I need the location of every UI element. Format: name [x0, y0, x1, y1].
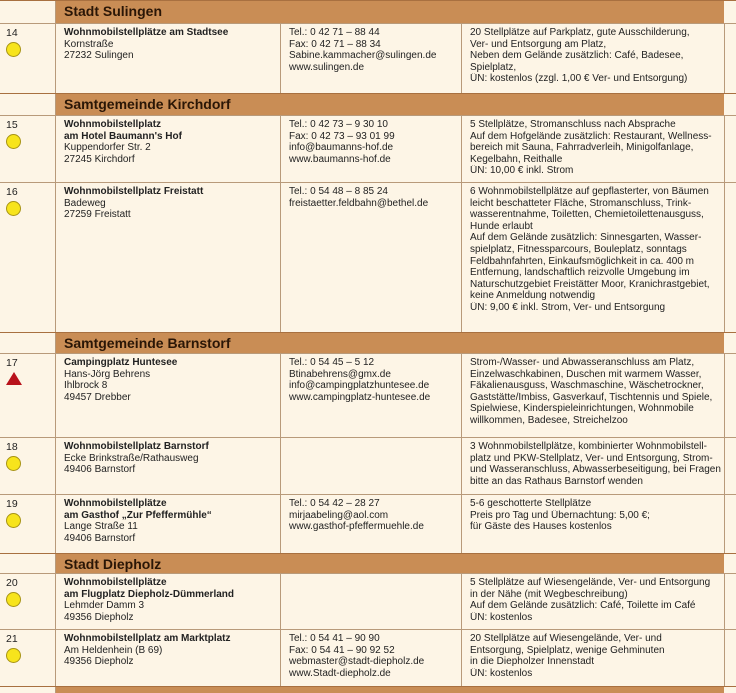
contact-text	[289, 498, 459, 533]
description-line: Spielplatz,	[470, 61, 517, 73]
location-name: Wohnmobilstellplätze	[64, 498, 167, 509]
description-line: 3 Wohnmobilstellplätze, kombinierter Wohnmobilstell-	[470, 441, 707, 452]
location-cell	[56, 438, 281, 494]
description-line: 5 Stellplätze auf Wiesengelände, Ver- und Entsorgung	[470, 577, 711, 588]
location-address: Lehmder Damm 3	[64, 600, 145, 612]
description-line: Kegelbahn, Reithalle	[470, 153, 563, 165]
location-name: Wohnmobilstellplatz Barnstorf	[64, 441, 209, 452]
description-line: ÜN: 10,00 € inkl. Strom	[470, 165, 574, 177]
contact-phone: Tel.: 0 54 42 – 28 27	[289, 498, 380, 509]
location-address: 49356 Diepholz	[64, 656, 134, 668]
description-line: ÜN: 9,00 € inkl. Strom, Ver- und Entsorgung	[470, 301, 666, 313]
yellow-circle-icon	[6, 648, 21, 663]
location-address: Lange Straße 11	[64, 521, 138, 533]
yellow-circle-icon	[6, 42, 21, 57]
entry-number: 17	[6, 357, 18, 369]
contact-cell	[281, 630, 462, 686]
description-line: Einzelwaschkabinen, Duschen mit warmem Wasser,	[470, 368, 702, 380]
description-line: für Gäste des Hauses kostenlos	[470, 521, 612, 533]
description-cell	[462, 495, 725, 553]
description-line: ÜN: kostenlos (zzgl. 1,00 € Ver- und Entsorgung)	[470, 73, 688, 85]
description-text	[470, 633, 722, 679]
description-line: bereich mit Sauna, Fahrradverleih, Minigolfanlage,	[470, 142, 694, 154]
contact-link[interactable]: Btinabehrens@gmx.de	[289, 368, 391, 380]
location-cell	[56, 574, 281, 629]
description-line: Entfernung, landschaftlich reizvolle Umgebung im	[470, 267, 690, 279]
section-title: Samtgemeinde Kirchdorf	[64, 96, 231, 112]
entry-number-cell	[0, 24, 56, 93]
location-address: 49406 Barnstorf	[64, 532, 136, 544]
contact-phone: Fax: 0 42 71 – 88 34	[289, 38, 381, 50]
entry-number-cell	[0, 183, 56, 332]
location-text	[64, 441, 278, 476]
location-text	[64, 577, 278, 623]
location-name: am Gasthof „Zur Pfeffermühle“	[64, 509, 212, 521]
entry-number: 18	[6, 441, 18, 453]
entry-number-cell	[0, 630, 56, 686]
location-text	[64, 357, 278, 403]
description-line: und Wasseranschluss, Abwasserbeseitigung, bei Fragen	[470, 464, 721, 476]
location-text	[64, 186, 278, 221]
location-cell	[56, 630, 281, 686]
entry-number-cell	[0, 116, 56, 182]
location-name: Wohnmobilstellplatz	[64, 119, 162, 130]
location-address: Kuppendorfer Str. 2	[64, 142, 151, 154]
entry-number-cell	[0, 438, 56, 494]
contact-link[interactable]: info@baumanns-hof.de	[289, 142, 394, 154]
contact-phone: Fax: 0 54 41 – 90 92 52	[289, 644, 395, 656]
contact-link[interactable]: www.baumanns-hof.de	[289, 153, 391, 165]
location-text	[64, 633, 278, 668]
table-row	[0, 629, 736, 686]
description-text	[470, 357, 722, 427]
contact-cell	[281, 24, 462, 93]
location-address: 27245 Kirchdorf	[64, 153, 135, 165]
location-address: 27232 Sulingen	[64, 50, 134, 62]
description-line: Auf dem Hofgelände zusätzlich: Restaurant, Wellness-	[470, 130, 712, 142]
description-line: willkommen, Badesee, Streichelzoo	[470, 414, 628, 426]
contact-phone: Fax: 0 42 73 – 93 01 99	[289, 130, 395, 142]
table-row	[0, 437, 736, 494]
section-header	[0, 0, 736, 24]
contact-phone: Tel.: 0 42 71 – 88 44	[289, 27, 380, 38]
description-line: Auf dem Gelände zusätzlich: Café, Toilette im Café	[470, 600, 696, 612]
description-cell	[462, 354, 725, 437]
yellow-circle-icon	[6, 513, 21, 528]
entry-number-cell	[0, 574, 56, 629]
description-line: Spielwiese, Kinderspieleinrichtungen, Wohnmobile	[470, 403, 694, 415]
location-text	[64, 119, 278, 165]
contact-phone: Tel.: 0 54 45 – 5 12	[289, 357, 375, 368]
entry-number-cell	[0, 495, 56, 553]
contact-phone: Tel.: 0 54 48 – 8 85 24	[289, 186, 388, 197]
description-line: Neben dem Gelände zusätzlich: Café, Badesee,	[470, 50, 684, 62]
entry-number: 14	[6, 27, 18, 39]
contact-link[interactable]: www.campingplatz-huntesee.de	[289, 391, 431, 403]
table-row	[0, 353, 736, 437]
description-line: in die Diepholzer Innenstadt	[470, 656, 594, 668]
entry-number: 19	[6, 498, 18, 510]
contact-text	[289, 633, 459, 679]
description-text	[470, 441, 722, 487]
description-line: 5 Stellplätze, Stromanschluss nach Absprache	[470, 119, 676, 130]
description-line: 20 Stellplätze auf Wiesengelände, Ver- und	[470, 633, 662, 644]
section-header	[0, 332, 736, 354]
contact-link[interactable]: Sabine.kammacher@sulingen.de	[289, 50, 437, 62]
contact-link[interactable]: webmaster@stadt-diepholz.de	[289, 656, 425, 668]
description-line: bitte an das Rathaus Barnstorf wenden	[470, 475, 643, 487]
entry-number: 16	[6, 186, 18, 198]
contact-link[interactable]: mirjaabeling@aol.com	[289, 509, 389, 521]
table-row	[0, 494, 736, 553]
description-text	[470, 498, 722, 533]
description-text	[470, 577, 722, 623]
description-line: Gaststätte/Imbiss, Gasverkauf, Tischtennis und Spiele,	[470, 391, 713, 403]
location-name: Wohnmobilstellplatz Freistatt	[64, 186, 204, 197]
description-cell	[462, 116, 725, 182]
description-line: wasserentnahme, Toiletten, Chemietoilettenausguss,	[470, 209, 704, 221]
location-cell	[56, 495, 281, 553]
yellow-circle-icon	[6, 134, 21, 149]
location-cell	[56, 183, 281, 332]
entry-number-cell	[0, 354, 56, 437]
description-cell	[462, 438, 725, 494]
table-row	[0, 115, 736, 182]
location-address: 49356 Diepholz	[64, 611, 134, 623]
yellow-circle-icon	[6, 456, 21, 471]
description-line: leicht beschatteter Fläche, Stromanschluss, Trink-	[470, 197, 692, 209]
contact-cell	[281, 116, 462, 182]
description-line: keine Anmeldung notwendig	[470, 290, 596, 302]
contact-cell	[281, 438, 462, 494]
section-header	[0, 93, 736, 116]
location-address: Am Heldenhein (B 69)	[64, 644, 163, 656]
description-cell	[462, 24, 725, 93]
contact-cell	[281, 574, 462, 629]
contact-link[interactable]: www.Stadt-diepholz.de	[289, 667, 391, 679]
description-line: Hunde erlaubt	[470, 220, 533, 232]
section-header	[0, 553, 736, 574]
description-line: 20 Stellplätze auf Parkplatz, gute Ausschilderung,	[470, 27, 690, 38]
description-line: Fäkalienausguss, Waschmaschine, Wäschetrockner,	[470, 380, 704, 392]
location-cell	[56, 354, 281, 437]
description-cell	[462, 183, 725, 332]
description-line: Preis pro Tag und Übernachtung: 5,00 €;	[470, 509, 650, 521]
contact-text	[289, 357, 459, 403]
section-header-partial	[0, 686, 736, 693]
location-name: Campingplatz Huntesee	[64, 357, 178, 368]
section-title: Stadt Diepholz	[64, 556, 162, 572]
location-address: Badeweg	[64, 197, 106, 209]
section-title: Samtgemeinde Barnstorf	[64, 335, 231, 351]
contact-text	[289, 186, 459, 209]
description-text	[470, 186, 722, 314]
table-row	[0, 23, 736, 93]
location-address: Kornstraße	[64, 38, 114, 50]
description-line: Naturschutzgebiet Freistätter Moor, Kranichrastgebiet,	[470, 278, 710, 290]
location-address: Ihlbrock 8	[64, 380, 108, 392]
description-line: spielplatz, Fitnessparcours, Bouleplatz, sonntags	[470, 243, 687, 255]
description-line: ÜN: kostenlos	[470, 667, 533, 679]
description-line: platz und PKW-Stellplatz, Ver- und Entsorgung, Strom-	[470, 452, 713, 464]
location-text	[64, 27, 278, 62]
red-triangle-icon	[6, 372, 22, 385]
location-cell	[56, 24, 281, 93]
location-name: am Hotel Baumann's Hof	[64, 130, 182, 142]
section-title: Stadt Sulingen	[64, 3, 162, 19]
location-address: 27259 Freistatt	[64, 209, 131, 221]
location-name: Wohnmobilstellplätze	[64, 577, 167, 588]
contact-phone: Tel.: 0 54 41 – 90 90	[289, 633, 380, 644]
description-line: Strom-/Wasser- und Abwasseranschluss am Platz,	[470, 357, 695, 368]
description-line: Feldbahnfahrten, Einkaufsmöglichkeit in ca. 400 m	[470, 255, 695, 267]
location-address: 49406 Barnstorf	[64, 464, 136, 476]
description-line: in der Nähe (mit Wegbeschreibung)	[470, 588, 628, 600]
description-text	[470, 119, 722, 177]
location-name: Wohnmobilstellplatz am Marktplatz	[64, 633, 231, 644]
contact-cell	[281, 354, 462, 437]
description-line: Entsorgung, Spielplatz, wenige Gehminuten	[470, 644, 665, 656]
contact-link[interactable]: www.sulingen.de	[289, 61, 365, 73]
location-address: Hans-Jörg Behrens	[64, 368, 151, 380]
contact-link[interactable]: freistaetter.feldbahn@bethel.de	[289, 197, 429, 209]
description-line: 6 Wohnmobilstellplätze auf gepflasterter, von Bäumen	[470, 186, 709, 197]
entry-number: 20	[6, 577, 18, 589]
description-cell	[462, 574, 725, 629]
yellow-circle-icon	[6, 592, 21, 607]
location-address: 49457 Drebber	[64, 391, 131, 403]
contact-phone: Tel.: 0 42 73 – 9 30 10	[289, 119, 388, 130]
table-row	[0, 573, 736, 629]
contact-link[interactable]: www.gasthof-pfeffermuehle.de	[289, 521, 424, 533]
description-text	[470, 27, 722, 85]
description-line: 5-6 geschotterte Stellplätze	[470, 498, 592, 509]
description-line: Auf dem Gelände zusätzlich: Sinnesgarten, Wasser-	[470, 232, 702, 244]
location-address: Ecke Brinkstraße/Rathausweg	[64, 452, 199, 464]
table-row	[0, 182, 736, 332]
description-cell	[462, 630, 725, 686]
contact-cell	[281, 183, 462, 332]
description-line: ÜN: kostenlos	[470, 611, 533, 623]
contact-text	[289, 27, 459, 73]
contact-text	[289, 119, 459, 165]
entry-number: 15	[6, 119, 18, 131]
description-line: Ver- und Entsorgung am Platz,	[470, 38, 607, 50]
location-name: am Flugplatz Diepholz-Dümmerland	[64, 588, 235, 600]
contact-cell	[281, 495, 462, 553]
entry-number: 21	[6, 633, 18, 645]
location-cell	[56, 116, 281, 182]
yellow-circle-icon	[6, 201, 21, 216]
contact-link[interactable]: info@campingplatzhuntesee.de	[289, 380, 430, 392]
location-text	[64, 498, 278, 544]
location-name: Wohnmobilstellplätze am Stadtsee	[64, 27, 229, 38]
